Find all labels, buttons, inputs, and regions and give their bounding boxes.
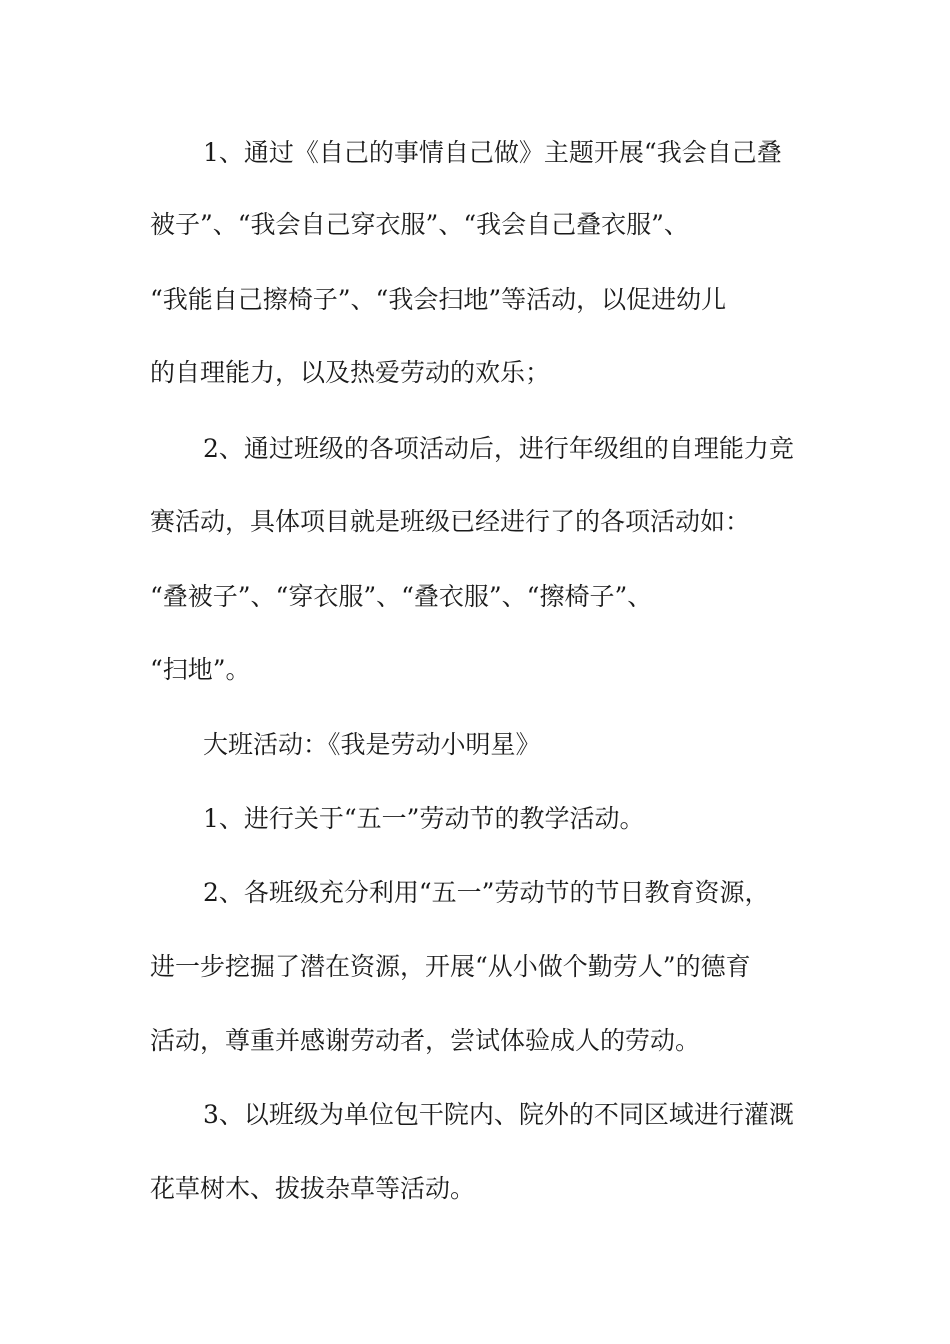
item-1-line-1: 1、进行关于“五一”劳动节的教学活动。 [203,804,645,833]
paragraph-2-line-3: “叠被子”、“穿衣服”、“叠衣服”、“擦椅子”、 [150,582,653,611]
section-heading: 大班活动：《我是劳动小明星》 [203,730,541,759]
paragraph-1-line-2: 被子”、“我会自己穿衣服”、“我会自己叠衣服”、 [150,210,689,239]
item-2-line-2: 进一步挖掘了潜在资源，开展“从小做个勤劳人”的德育 [150,952,751,981]
paragraph-2-line-1: 2、通过班级的各项活动后，进行年级组的自理能力竞 [203,434,794,463]
item-3-line-2: 花草树木、拔拔杂草等活动。 [150,1174,476,1203]
paragraph-2-line-2: 赛活动，具体项目就是班级已经进行了的各项活动如： [150,507,751,536]
item-2-line-3: 活动，尊重并感谢劳动者，尝试体验成人的劳动。 [150,1026,701,1055]
paragraph-1-line-4: 的自理能力，以及热爱劳动的欢乐； [150,358,551,387]
paragraph-1-line-3: “我能自己擦椅子”、“我会扫地”等活动，以促进幼儿 [150,285,727,314]
paragraph-2-line-4: “扫地”。 [150,655,251,684]
item-3-line-1: 3、以班级为单位包干院内、院外的不同区域进行灌溉 [203,1100,794,1129]
paragraph-1-line-1: 1、通过《自己的事情自己做》主题开展“我会自己叠 [203,138,782,167]
item-2-line-1: 2、各班级充分利用“五一”劳动节的节日教育资源， [203,878,770,907]
